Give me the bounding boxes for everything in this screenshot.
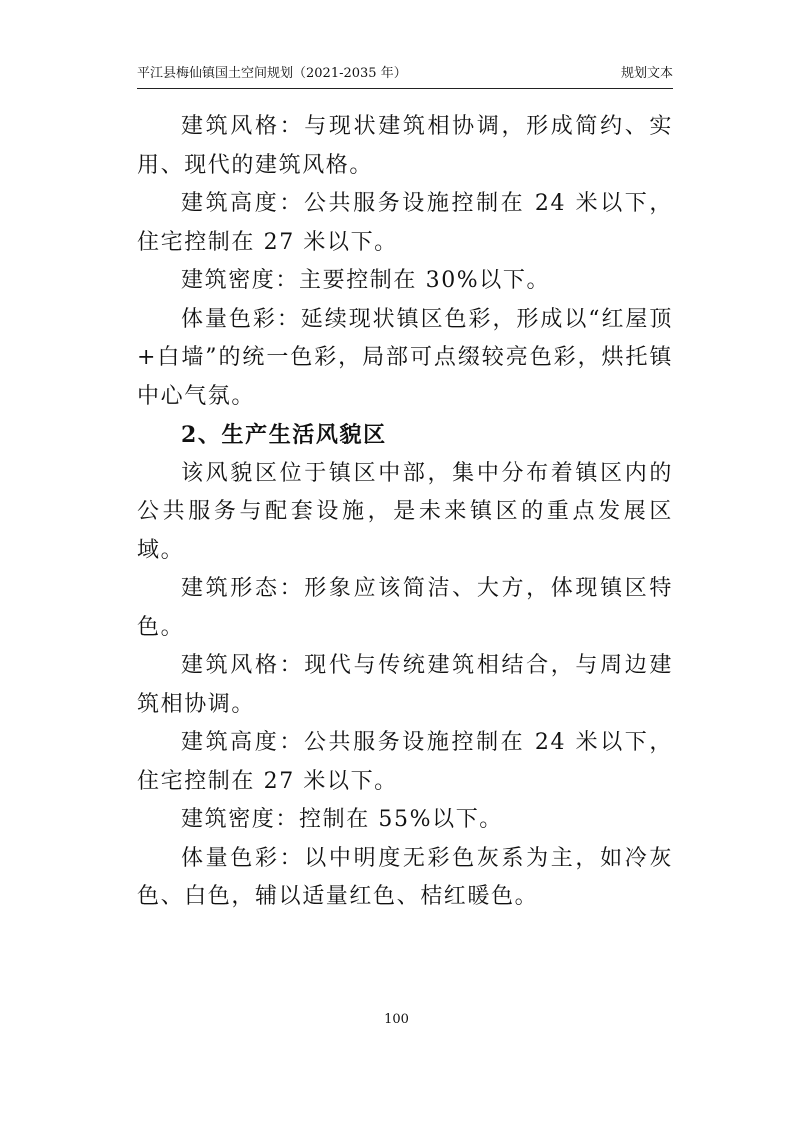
paragraph-architectural-style-2: 建筑风格：现代与传统建筑相结合，与周边建筑相协调。	[137, 653, 673, 717]
document-type-label: 规划文本	[620, 66, 673, 81]
page-body	[137, 108, 673, 917]
paragraph-building-density-2: 建筑密度：控制在 55%以下。	[181, 807, 503, 832]
paragraph-volume-color-2: 体量色彩：以中明度无彩色灰系为主，如冷灰色、白色，辅以适量红色、桔红暖色。	[137, 845, 673, 909]
document-title: 平江县梅仙镇国土空间规划（2021-2035 年）	[137, 66, 407, 81]
paragraph-zone-description: 该风貌区位于镇区中部，集中分布着镇区内的公共服务与配套设施，是未来镇区的重点发展区域。	[137, 460, 673, 563]
page-number: 100	[384, 1012, 409, 1027]
page-header	[137, 64, 673, 86]
paragraph-building-density: 建筑密度：主要控制在 30%以下。	[181, 268, 551, 293]
paragraph-building-height: 建筑高度：公共服务设施控制在 24 米以下，住宅控制在 27 米以下。	[137, 191, 673, 255]
section-heading: 2、生产生活风貌区	[181, 422, 387, 448]
paragraph-architectural-style: 建筑风格：与现状建筑相协调，形成简约、实用、现代的建筑风格。	[137, 114, 673, 178]
paragraph-volume-color: 体量色彩：延续现状镇区色彩，形成以“红屋顶+白墙”的统一色彩，局部可点缀较亮色彩，烘托镇中心气氛。	[137, 306, 673, 409]
paragraph-building-form: 建筑形态：形象应该简洁、大方，体现镇区特色。	[137, 576, 673, 640]
header-divider	[137, 88, 673, 89]
paragraph-building-height-2: 建筑高度：公共服务设施控制在 24 米以下，住宅控制在 27 米以下。	[137, 730, 673, 794]
